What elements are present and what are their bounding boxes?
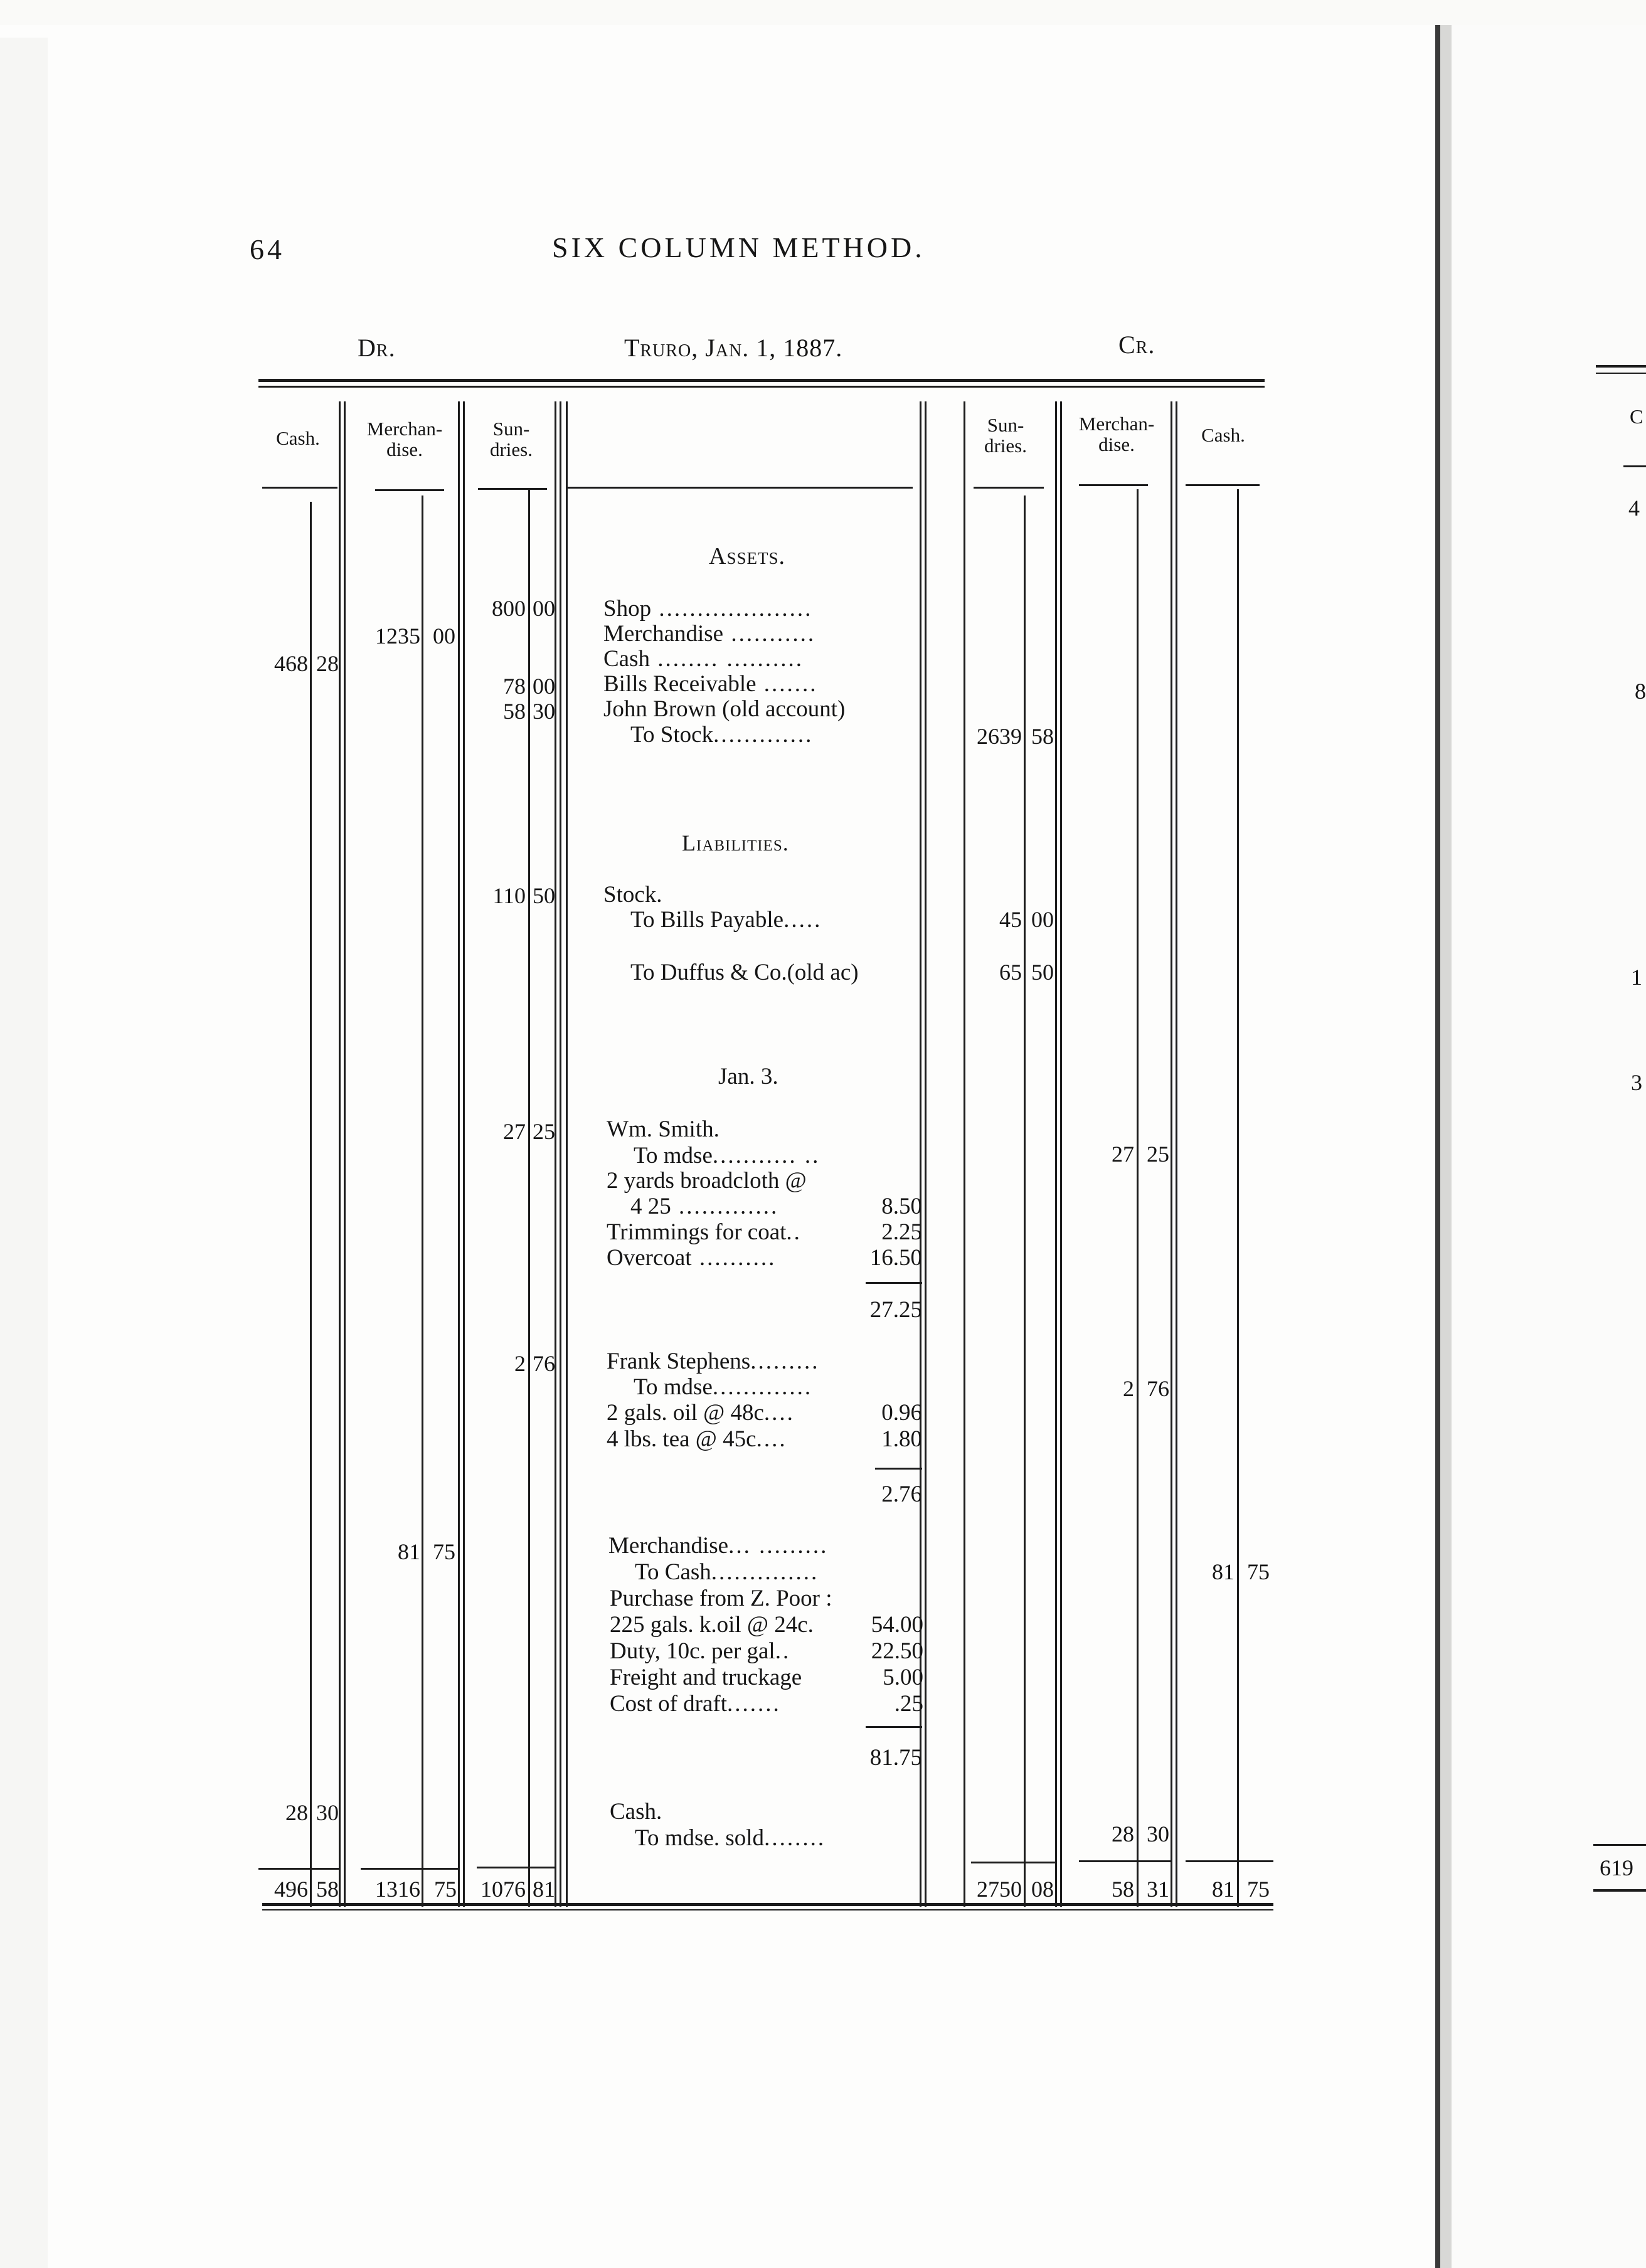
row-bills-receivable-label: Bills Receivable ....... — [603, 671, 818, 697]
totals-upper-rule-1 — [258, 1868, 339, 1870]
next-page-total-rule — [1593, 1844, 1646, 1846]
row-wm-to-mdse-cr: 27 — [1112, 1142, 1134, 1167]
page-left-edge — [0, 38, 48, 2268]
total-dr-merchandise: 1316 — [375, 1877, 420, 1902]
row-frank-item2-amount: 1.80 — [881, 1426, 922, 1452]
total-dr-merchandise-cents: 75 — [434, 1877, 457, 1902]
row-poor-item1-label: 225 gals. k.oil @ 24c. — [610, 1612, 814, 1638]
row-cash2-to-mdse-cr-cents: 30 — [1147, 1821, 1169, 1847]
next-page-top-rule-2 — [1596, 373, 1646, 374]
row-shop-dr-sundries-cents: 00 — [533, 596, 555, 621]
total-cr-cash-cents: 75 — [1247, 1877, 1270, 1902]
totals-upper-rule-3 — [477, 1867, 556, 1868]
book-spine-shadow — [1440, 25, 1452, 2268]
row-frank-total: 2.76 — [881, 1481, 922, 1507]
row-frank-to-mdse-label: To mdse............. — [634, 1374, 813, 1400]
row-wm-item1b-label: 4 25 ............. — [630, 1194, 779, 1219]
total-cr-merchandise-cents: 31 — [1147, 1877, 1169, 1902]
vrule-cr-sund-split — [1024, 495, 1026, 1907]
row-wm-item2-label: Trimmings for coat.. — [607, 1219, 802, 1245]
row-cash-dr-cash: 468 — [274, 651, 308, 676]
vrule-cr-sund-right-b — [1060, 401, 1062, 1907]
row-frank-label: Frank Stephens......... — [607, 1349, 820, 1374]
head-underline-6 — [1079, 484, 1148, 486]
wm-subtotal-rule — [866, 1282, 922, 1284]
row-stock-dr-cents: 50 — [533, 883, 555, 908]
row-to-bills-payable-cr-cents: 00 — [1031, 907, 1054, 932]
row-to-duffus-cr: 65 — [999, 960, 1022, 985]
next-page-fragment-4: 4 — [1628, 495, 1640, 521]
totals-lower-rule-thick — [262, 1903, 1273, 1906]
head-underline-2 — [375, 489, 444, 491]
row-poor-item4-label: Cost of draft....... — [610, 1691, 781, 1717]
vrule-dr-sund-right-c — [566, 401, 568, 1907]
head-underline-5 — [974, 487, 1044, 489]
vrule-dr-cash-split — [310, 502, 312, 1907]
vrule-cr-merch-split — [1137, 489, 1139, 1907]
row-cash2-dr: 28 — [285, 1800, 308, 1825]
poor-subtotal-rule — [866, 1726, 922, 1728]
next-page-bottom-rule — [1593, 1889, 1646, 1892]
row-poor-item1-amount: 54.00 — [871, 1612, 923, 1638]
row-frank-item2-label: 4 lbs. tea @ 45c.... — [607, 1426, 787, 1452]
row-cash2-to-mdse-label: To mdse. sold........ — [635, 1825, 826, 1851]
section-liabilities: Liabilities. — [682, 830, 789, 856]
credit-label: Cr. — [1118, 331, 1155, 359]
col-head-dr-merchandise: Merchan- dise. — [366, 418, 443, 460]
row-frank-dr-cents: 76 — [533, 1351, 555, 1376]
row-john-brown-dr-cents: 30 — [533, 699, 555, 724]
next-page-fragment-1: 1 — [1631, 965, 1642, 990]
row-poor-item3-label: Freight and truckage — [610, 1665, 802, 1690]
row-poor-head: Purchase from Z. Poor : — [610, 1586, 832, 1611]
next-page-head-rule — [1623, 465, 1646, 467]
row-to-duffus-cr-cents: 50 — [1031, 960, 1054, 985]
vrule-desc-right-b — [925, 401, 927, 1907]
place-date: Truro, Jan. 1, 1887. — [624, 334, 843, 362]
section-jan3: Jan. 3. — [718, 1064, 778, 1089]
vrule-dr-merch-split — [422, 495, 423, 1907]
vrule-cr-cash-split — [1237, 489, 1239, 1907]
row-shop-dr-sundries: 800 — [492, 596, 526, 621]
row-cash2-to-mdse-cr: 28 — [1112, 1821, 1134, 1847]
section-assets: Assets. — [709, 543, 785, 570]
total-dr-sundries: 1076 — [481, 1877, 526, 1902]
next-page-fragment-c: C — [1630, 405, 1643, 428]
row-poor-item2-label: Duty, 10c. per gal.. — [610, 1638, 791, 1664]
totals-lower-rule-thin — [262, 1909, 1273, 1910]
page-title: SIX COLUMN METHOD. — [552, 231, 925, 263]
row-john-brown-dr: 58 — [503, 699, 526, 724]
totals-upper-rule-6 — [1186, 1860, 1273, 1862]
row-wm-smith-dr: 27 — [503, 1119, 526, 1144]
row-poor-item4-amount: .25 — [894, 1691, 923, 1717]
row-to-stock-label: To Stock............. — [630, 722, 814, 748]
page-shadow-top — [0, 0, 1646, 25]
row-frank-to-mdse-cr: 2 — [1123, 1376, 1134, 1401]
next-page-fragment-619: 619 — [1600, 1855, 1633, 1880]
row-merch2-to-cash-cr: 81 — [1212, 1559, 1234, 1584]
page-number: 64 — [250, 233, 285, 265]
head-underline-4 — [568, 487, 913, 489]
book-spine-rule — [1435, 25, 1440, 2268]
col-head-dr-cash: Cash. — [276, 427, 320, 449]
vrule-dr-cash-right-b — [344, 401, 346, 1907]
totals-upper-rule-5 — [1079, 1860, 1171, 1862]
row-to-bills-payable-label: To Bills Payable..... — [630, 907, 822, 933]
next-page-fragment-3: 3 — [1631, 1070, 1642, 1095]
row-to-stock-cr-cents: 58 — [1031, 724, 1054, 749]
total-cr-sundries: 2750 — [977, 1877, 1022, 1902]
vrule-dr-cash-right-a — [339, 401, 341, 1907]
row-merchandise-dr-merch-cents: 00 — [433, 623, 455, 649]
vrule-dr-merch-right-a — [458, 401, 460, 1907]
total-dr-cash-cents: 58 — [316, 1877, 339, 1902]
row-wm-item1a: 2 yards broadcloth @ — [607, 1168, 807, 1194]
next-page-fragment-8: 8 — [1635, 679, 1646, 704]
totals-upper-rule-2 — [361, 1868, 459, 1870]
row-to-bills-payable-cr: 45 — [999, 907, 1022, 932]
head-underline-7 — [1186, 484, 1260, 486]
row-to-duffus-label: To Duffus & Co.(old ac) — [630, 960, 859, 985]
vrule-cr-merch-right-a — [1171, 401, 1172, 1907]
totals-upper-rule-4 — [971, 1862, 1055, 1863]
row-poor-item2-amount: 22.50 — [871, 1638, 923, 1664]
row-wm-to-mdse-cr-cents: 25 — [1147, 1142, 1169, 1167]
total-dr-cash: 496 — [274, 1877, 308, 1902]
vrule-cr-sund-left — [964, 401, 965, 1907]
row-cash-label: Cash ........ .......... — [603, 646, 804, 672]
row-poor-total: 81.75 — [869, 1745, 922, 1771]
next-page-area — [1452, 25, 1646, 2268]
row-stock-dr: 110 — [492, 883, 526, 908]
row-wm-item3-label: Overcoat .......... — [607, 1245, 777, 1271]
row-wm-total: 27.25 — [869, 1297, 922, 1323]
vrule-dr-sund-right-b — [560, 401, 561, 1907]
row-merch2-to-cash-label: To Cash.............. — [635, 1559, 819, 1585]
top-rule-thick — [258, 379, 1265, 382]
top-rule-thin — [258, 386, 1265, 388]
row-poor-item3-amount: 5.00 — [883, 1665, 923, 1690]
total-cr-merchandise: 58 — [1112, 1877, 1134, 1902]
row-bills-receivable-dr-cents: 00 — [533, 674, 555, 699]
row-merchandise-label: Merchandise ........... — [603, 621, 816, 647]
frank-subtotal-rule — [875, 1468, 922, 1470]
row-bills-receivable-dr: 78 — [503, 674, 526, 699]
col-head-dr-sundries: Sun- dries. — [489, 418, 533, 460]
vrule-cr-sund-right-a — [1055, 401, 1057, 1907]
row-stock-label: Stock. — [603, 882, 662, 908]
row-wm-smith-dr-cents: 25 — [533, 1119, 555, 1144]
row-frank-item1-amount: 0.96 — [881, 1400, 922, 1426]
row-frank-dr: 2 — [514, 1351, 526, 1376]
debit-label: Dr. — [358, 334, 396, 362]
row-merch2-dr-cents: 75 — [433, 1539, 455, 1564]
row-cash-dr-cash-cents: 28 — [316, 651, 339, 676]
row-wm-smith-label: Wm. Smith. — [607, 1116, 719, 1142]
row-wm-item2-amount: 2.25 — [881, 1219, 922, 1245]
col-head-cr-sundries: Sun- dries. — [984, 414, 1027, 457]
vrule-dr-merch-right-b — [463, 401, 465, 1907]
row-cash2-label: Cash. — [610, 1799, 662, 1825]
row-merchandise-dr-merch: 1235 — [375, 623, 420, 649]
head-underline-1 — [262, 487, 337, 489]
row-shop-label: Shop .................... — [603, 596, 813, 622]
total-cr-sundries-cents: 08 — [1031, 1877, 1054, 1902]
row-john-brown-label: John Brown (old account) — [603, 696, 846, 722]
row-wm-to-mdse-label: To mdse........... .. — [634, 1143, 820, 1168]
head-underline-3 — [478, 488, 547, 490]
row-wm-item1b-amount: 8.50 — [881, 1194, 922, 1219]
next-page-top-rule — [1596, 365, 1646, 368]
col-head-cr-merchandise: Merchan- dise. — [1078, 413, 1155, 455]
row-wm-item3-amount: 16.50 — [869, 1245, 922, 1271]
row-to-stock-cr: 2639 — [977, 724, 1022, 749]
vrule-dr-sund-right-a — [555, 401, 556, 1907]
row-frank-to-mdse-cr-cents: 76 — [1147, 1376, 1169, 1401]
row-cash2-dr-cents: 30 — [316, 1800, 339, 1825]
total-dr-sundries-cents: 81 — [533, 1877, 555, 1902]
vrule-cr-merch-right-b — [1176, 401, 1177, 1907]
row-merch2-dr: 81 — [398, 1539, 420, 1564]
row-merch2-to-cash-cr-cents: 75 — [1247, 1559, 1270, 1584]
row-merch2-label: Merchandise... ......... — [608, 1533, 829, 1559]
row-frank-item1-label: 2 gals. oil @ 48c.... — [607, 1400, 795, 1426]
col-head-cr-cash: Cash. — [1201, 424, 1245, 446]
total-cr-cash: 81 — [1212, 1877, 1234, 1902]
